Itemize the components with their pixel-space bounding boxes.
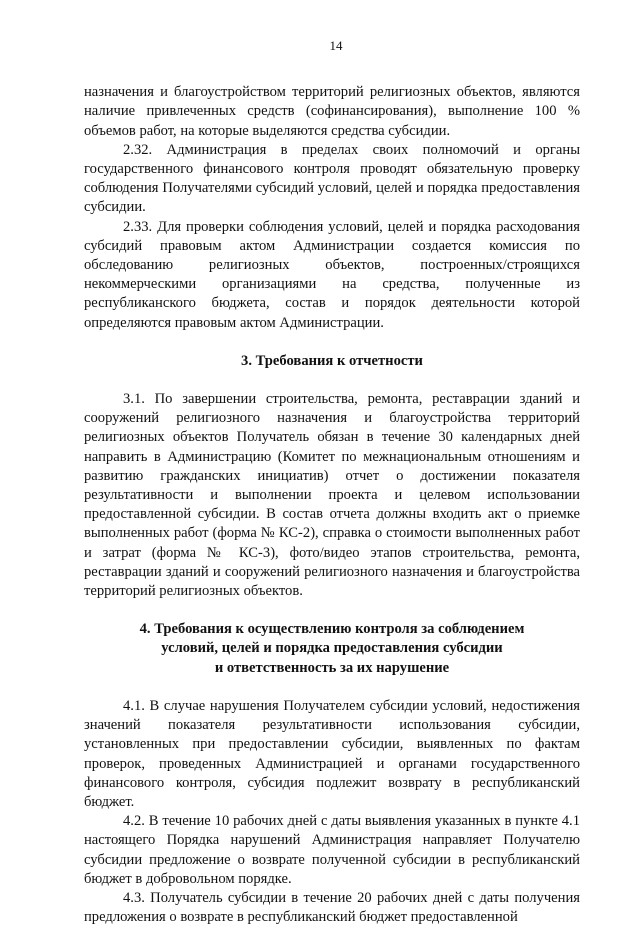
paragraph-2-32: 2.32. Администрация в пределах своих полномочий и органы государственного финансового контроля проводят обязательную проверку соблюдения Получателями субсидий условий, целей и порядка предоставления субсидии. [84, 141, 580, 216]
spacer [84, 601, 580, 620]
paragraph-2-33: 2.33. Для проверки соблюдения условий, целей и порядка расходования субсидий правовым актом Администрации создается комиссия по обследованию религиозных объектов, построенных/строящихся некоммерческими организациями на средства, полученные из республиканского бюджета, состав и порядок деятельности которой определяются правовым актом Администрации. [84, 218, 580, 331]
paragraph-continuation: назначения и благоустройством территорий религиозных объектов, являются наличие привлеченных средств (софинансирования), выполнение 100 % объемов работ, на которые выделяются средства субсидии. [84, 84, 580, 139]
section-4-heading-line: 4. Требования к осуществлению контроля за соблюдением [139, 621, 525, 638]
spacer [84, 333, 580, 352]
paragraph-3-1: 3.1. По завершении строительства, ремонта, реставрации зданий и сооружений религиозного назначения и благоустройства территорий религиозных объектов Получатель обязан в течение 30 календарных дней направить в Администрацию (Комитет по межнациональным отношениям и развитию гражданских инициатив) отчет о достижении показателя результативности и выполнении проекта и целевом использовании предоставленной субсидии. В состав отчета должны входить акт о приемке выполненных работ (форма № КС-2), справка о стоимости выполненных работ и затрат (форма № КС-3), фото/видео этапов строительства, ремонта, реставрации зданий и сооружений религиозного назначения и благоустройства территорий религиозных объектов. [84, 391, 580, 600]
section-4-heading [84, 620, 580, 678]
paragraph-4-2: 4.2. В течение 10 рабочих дней с даты выявления указанных в пункте 4.1 настоящего Порядка нарушений Администрация направляет Получателю субсидии предложение о возврате полученной субсидии в республиканский бюджет в добровольном порядке. [84, 813, 580, 887]
page-number: 14 [329, 38, 343, 53]
section-4-heading-line: и ответственность за их нарушение [214, 659, 450, 676]
paragraph-4-3: 4.3. Получатель субсидии в течение 20 рабочих дней с даты получения предложения о возврате в республиканский бюджет предоставленной [84, 889, 580, 926]
section-3-heading: 3. Требования к отчетности [241, 352, 423, 369]
section-4-heading-line: условий, целей и порядка предоставления субсидии [161, 640, 503, 657]
spacer [84, 678, 580, 697]
spacer [84, 371, 580, 390]
paragraph-4-1: 4.1. В случае нарушения Получателем субсидии условий, недостижения значений показателя результативности использования субсидии, установленных при предоставлении субсидии, выявленных по фактам проверок, проведенных Администрацией и органами государственного финансового контроля, субсидия подлежит возврату в республиканский бюджет. [84, 697, 580, 810]
